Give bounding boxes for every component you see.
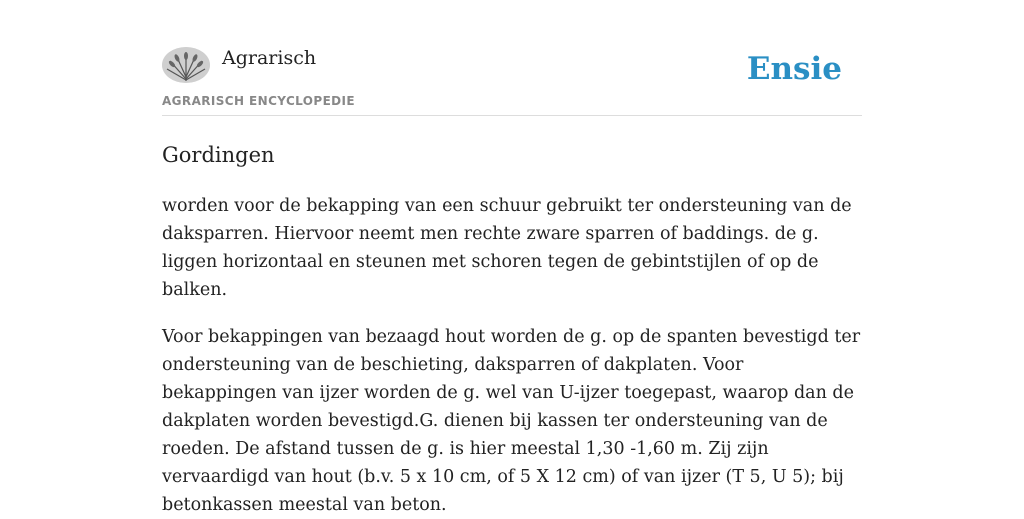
header (162, 44, 862, 116)
page-title: Gordingen (162, 143, 275, 167)
brand-logo[interactable]: Ensie (746, 51, 842, 87)
site-subtitle: AGRARISCH ENCYCLOPEDIE (162, 94, 355, 108)
article-body (162, 192, 862, 519)
page (162, 44, 862, 519)
site-name[interactable]: Agrarisch (222, 47, 317, 69)
paragraph: Voor bekappingen van bezaagd hout worden de g. op de spanten bevestigd ter ondersteuning van de beschieting, daksparren of dakplaten. Voor bekappingen van ijzer worden de g. wel van U-ijzer toegepast, waarop dan de dakplaten worden bevestigd.G. dienen bij kassen ter ondersteuning van de roeden. De afstand tussen de g. is hier meestal 1,30 -1,60 m. Zij zijn vervaardigd van hout (b.v. 5 x 10 cm, of 5 X 12 cm) of van ijzer (T 5, U 5); bij betonkassen meestal van beton. (162, 327, 861, 515)
wheat-icon[interactable] (162, 47, 210, 83)
paragraph: worden voor de bekapping van een schuur gebruikt ter ondersteuning van de daksparren. Hiervoor neemt men rechte zware sparren of baddings. de g. liggen horizontaal en steunen met schoren tegen de gebintstijlen of op de balken. (162, 196, 852, 300)
